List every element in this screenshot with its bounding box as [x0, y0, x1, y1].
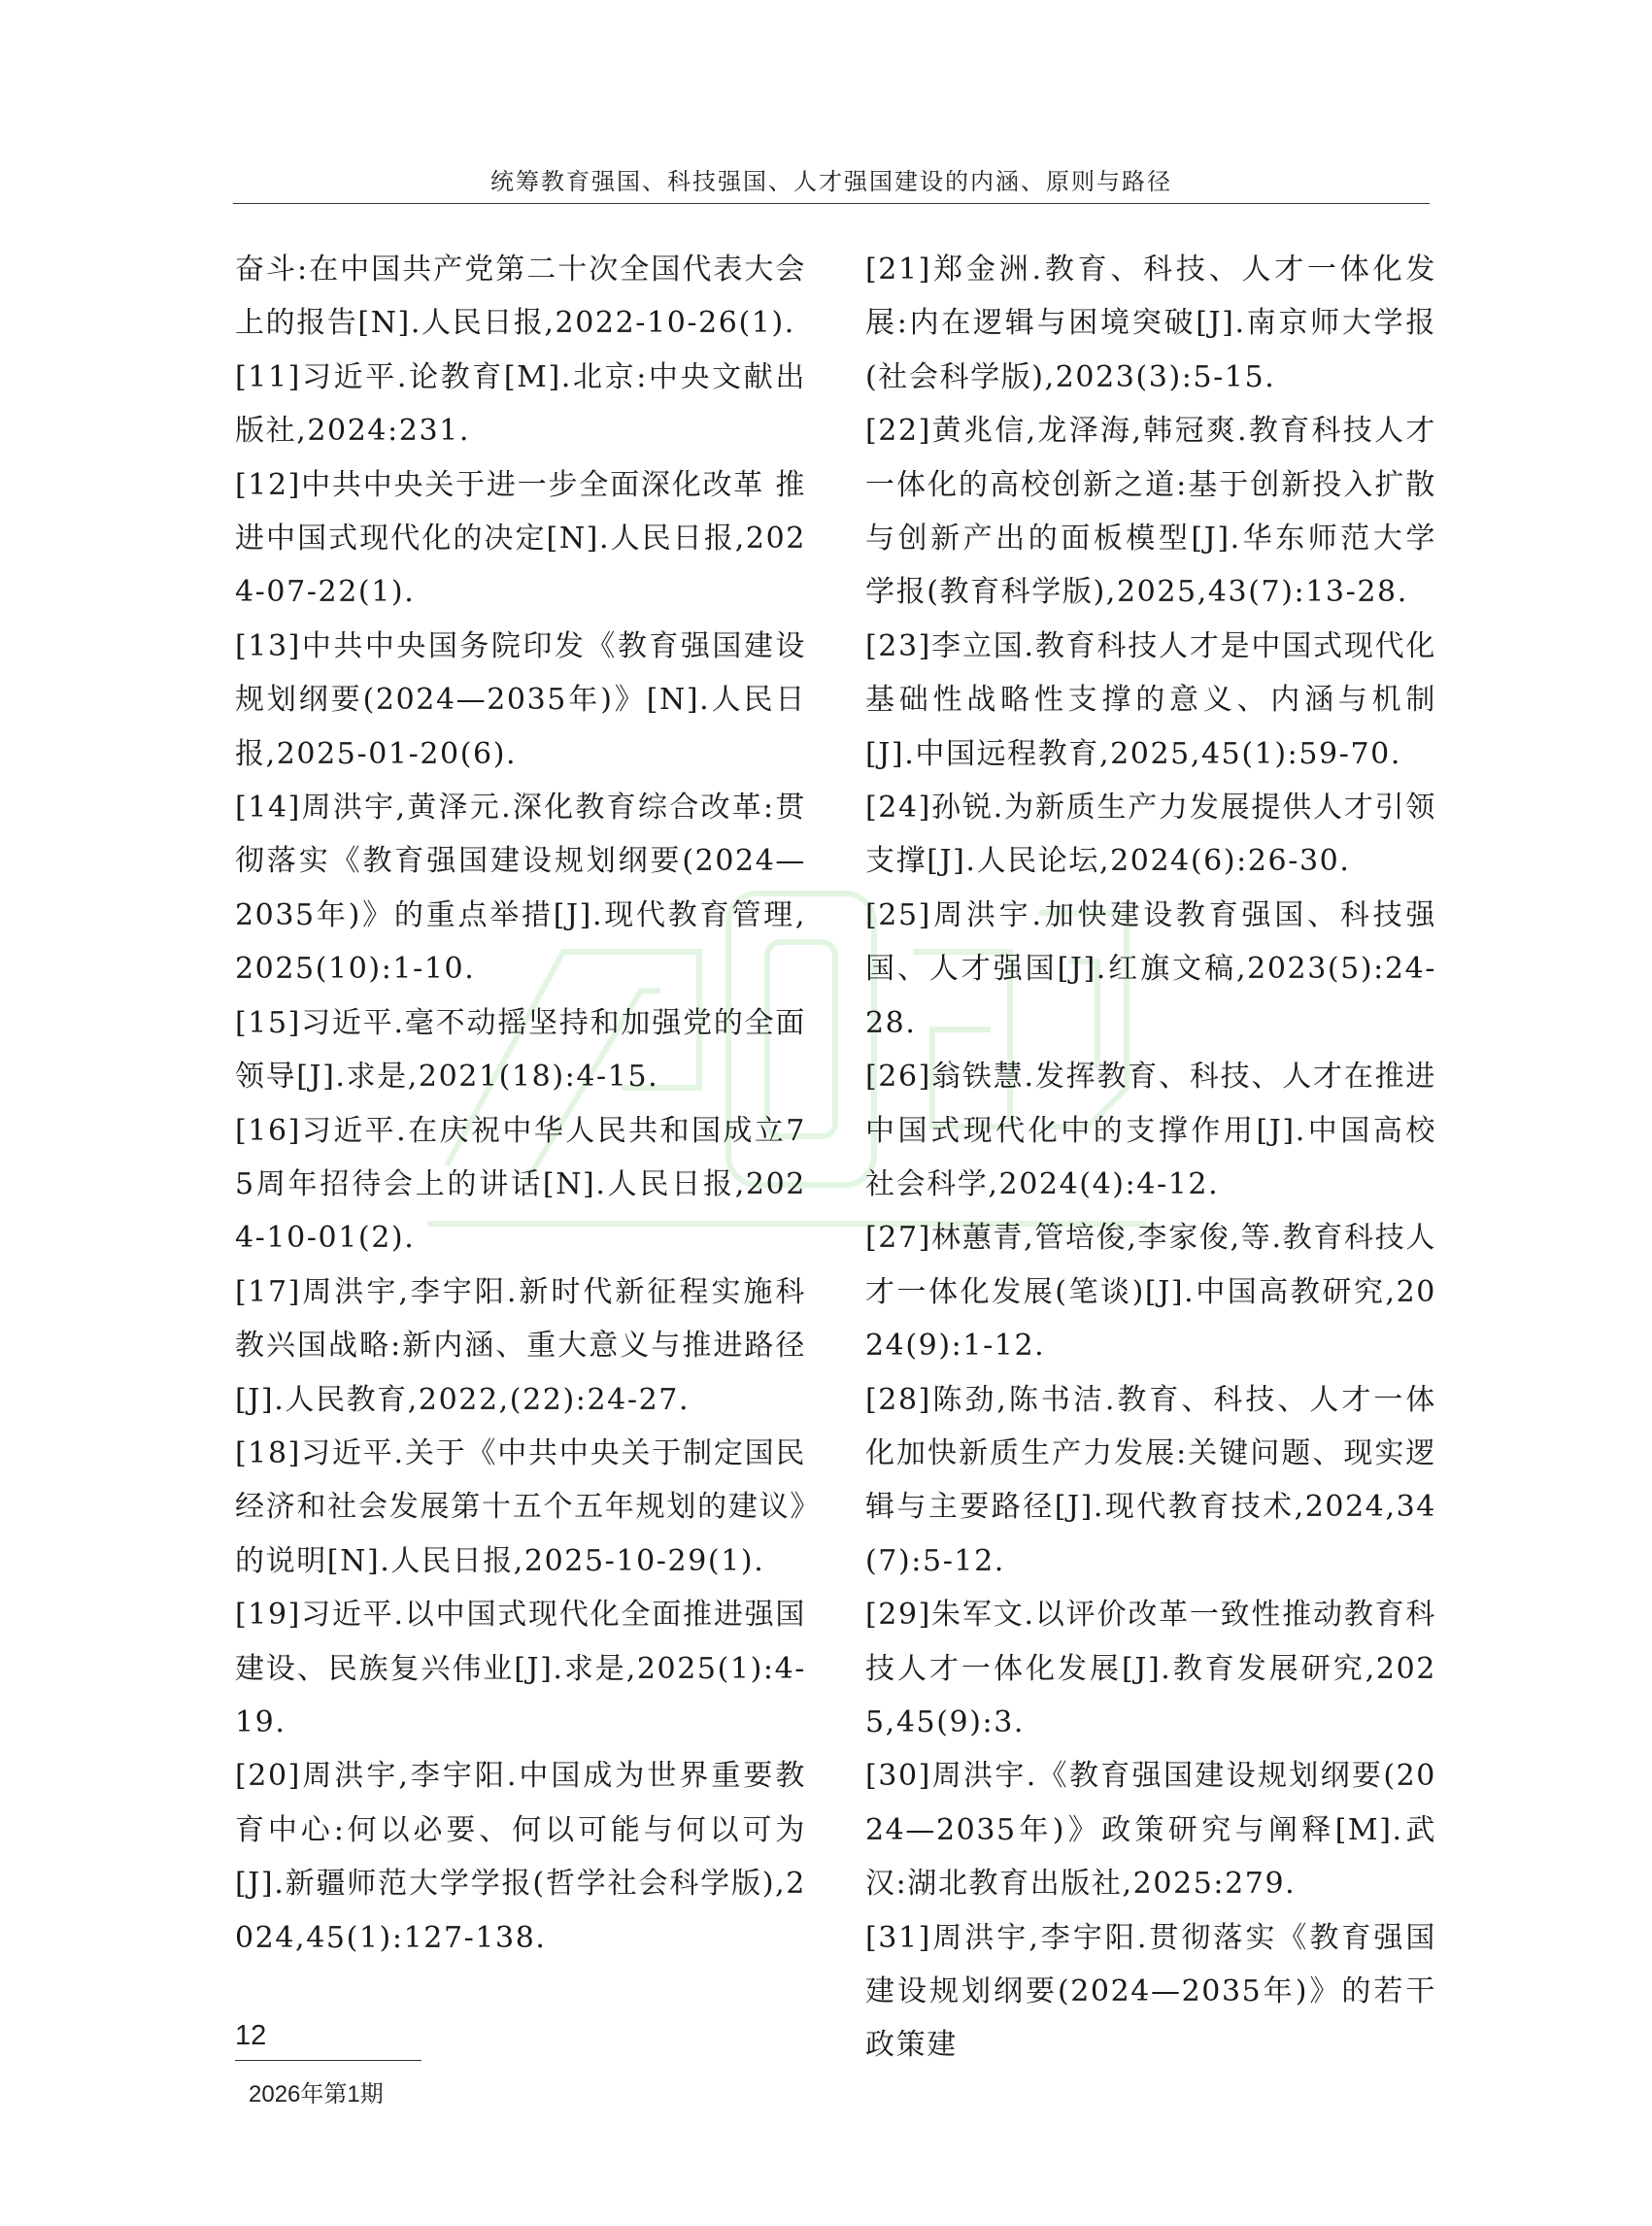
reference-entry: [19]习近平.以中国式现代化全面推进强国建设、民族复兴伟业[J].求是,2025(1):4-19. [235, 1598, 806, 1739]
reference-entry: [12]中共中央关于进一步全面深化改革 推进中国式现代化的决定[N].人民日报,2024-07-22(1). [235, 467, 806, 610]
reference-entry: [15]习近平.毫不动摇坚持和加强党的全面领导[J].求是,2021(18):4-15. [235, 1005, 806, 1095]
footer-rule [235, 2060, 421, 2061]
reference-entry: [29]朱军文.以评价改革一致性推动教育科技人才一体化发展[J].教育发展研究,2025,45(9):3. [865, 1598, 1436, 1739]
running-head: 统筹教育强国、科技强国、人才强国建设的内涵、原则与路径 [490, 168, 1172, 195]
reference-entry: [17]周洪宇,李宇阳.新时代新征程实施科教兴国战略:新内涵、重大意义与推进路径[J].人民教育,2022,(22):24-27. [235, 1274, 806, 1417]
reference-entry: [11]习近平.论教育[M].北京:中央文献出版社,2024:231. [235, 359, 806, 449]
issue-label: 2026年第1期 [249, 2081, 384, 2108]
reference-entry: [14]周洪宇,黄泽元.深化教育综合改革:贯彻落实《教育强国建设规划纲要(2024—2035年)》的重点举措[J].现代教育管理,2025(10):1-10. [235, 791, 806, 987]
reference-entry: [24]孙锐.为新质生产力发展提供人才引领支撑[J].人民论坛,2024(6):26-30. [865, 791, 1436, 879]
reference-entry: [22]黄兆信,龙泽海,韩冠爽.教育科技人才一体化的高校创新之道:基于创新投入扩散与创新产出的面板模型[J].华东师范大学学报(教育科学版),2025,43(7):13-28. [865, 414, 1436, 610]
reference-entry: [30]周洪宇.《教育强国建设规划纲要(2024—2035年)》政策研究与阐释[M].武汉:湖北教育出版社,2025:279. [865, 1759, 1436, 1902]
reference-entry: [20]周洪宇,李宇阳.中国成为世界重要教育中心:何以必要、何以可能与何以可为[J].新疆师范大学学报(哲学社会科学版),2024,45(1):127-138. [235, 1759, 806, 1955]
references-right-column [865, 243, 1436, 2073]
reference-entry: [13]中共中央国务院印发《教育强国建设规划纲要(2024—2035年)》[N].人民日报,2025-01-20(6). [235, 628, 806, 771]
reference-entry: [18]习近平.关于《中共中央关于制定国民经济和社会发展第十五个五年规划的建议》的说明[N].人民日报,2025-10-29(1). [235, 1435, 806, 1578]
reference-entry: [28]陈劲,陈书洁.教育、科技、人才一体化加快新质生产力发展:关键问题、现实逻辑与主要路径[J].现代教育技术,2024,34(7):5-12. [865, 1382, 1436, 1578]
header-rule [233, 203, 1430, 204]
reference-entry: [26]翁铁慧.发挥教育、科技、人才在推进中国式现代化中的支撑作用[J].中国高校社会科学,2024(4):4-12. [865, 1060, 1436, 1201]
reference-entry: [16]习近平.在庆祝中华人民共和国成立75周年招待会上的讲话[N].人民日报,2024-10-01(2). [235, 1113, 806, 1256]
page-number: 12 [235, 2020, 267, 2051]
references-left-column [235, 243, 806, 1965]
reference-entry: [25]周洪宇.加快建设教育强国、科技强国、人才强国[J].红旗文稿,2023(5):24-28. [865, 897, 1436, 1040]
reference-entry: 奋斗:在中国共产党第二十次全国代表大会上的报告[N].人民日报,2022-10-26(1). [235, 253, 806, 341]
reference-entry: [23]李立国.教育科技人才是中国式现代化基础性战略性支撑的意义、内涵与机制[J].中国远程教育,2025,45(1):59-70. [865, 628, 1436, 771]
reference-entry: [31]周洪宇,李宇阳.贯彻落实《教育强国建设规划纲要(2024—2035年)》的若干政策建 [865, 1920, 1436, 2063]
reference-entry: [21]郑金洲.教育、科技、人才一体化发展:内在逻辑与困境突破[J].南京师大学报(社会科学版),2023(3):5-15. [865, 253, 1436, 394]
reference-entry: [27]林蕙青,管培俊,李家俊,等.教育科技人才一体化发展(笔谈)[J].中国高教研究,2024(9):1-12. [865, 1221, 1436, 1364]
